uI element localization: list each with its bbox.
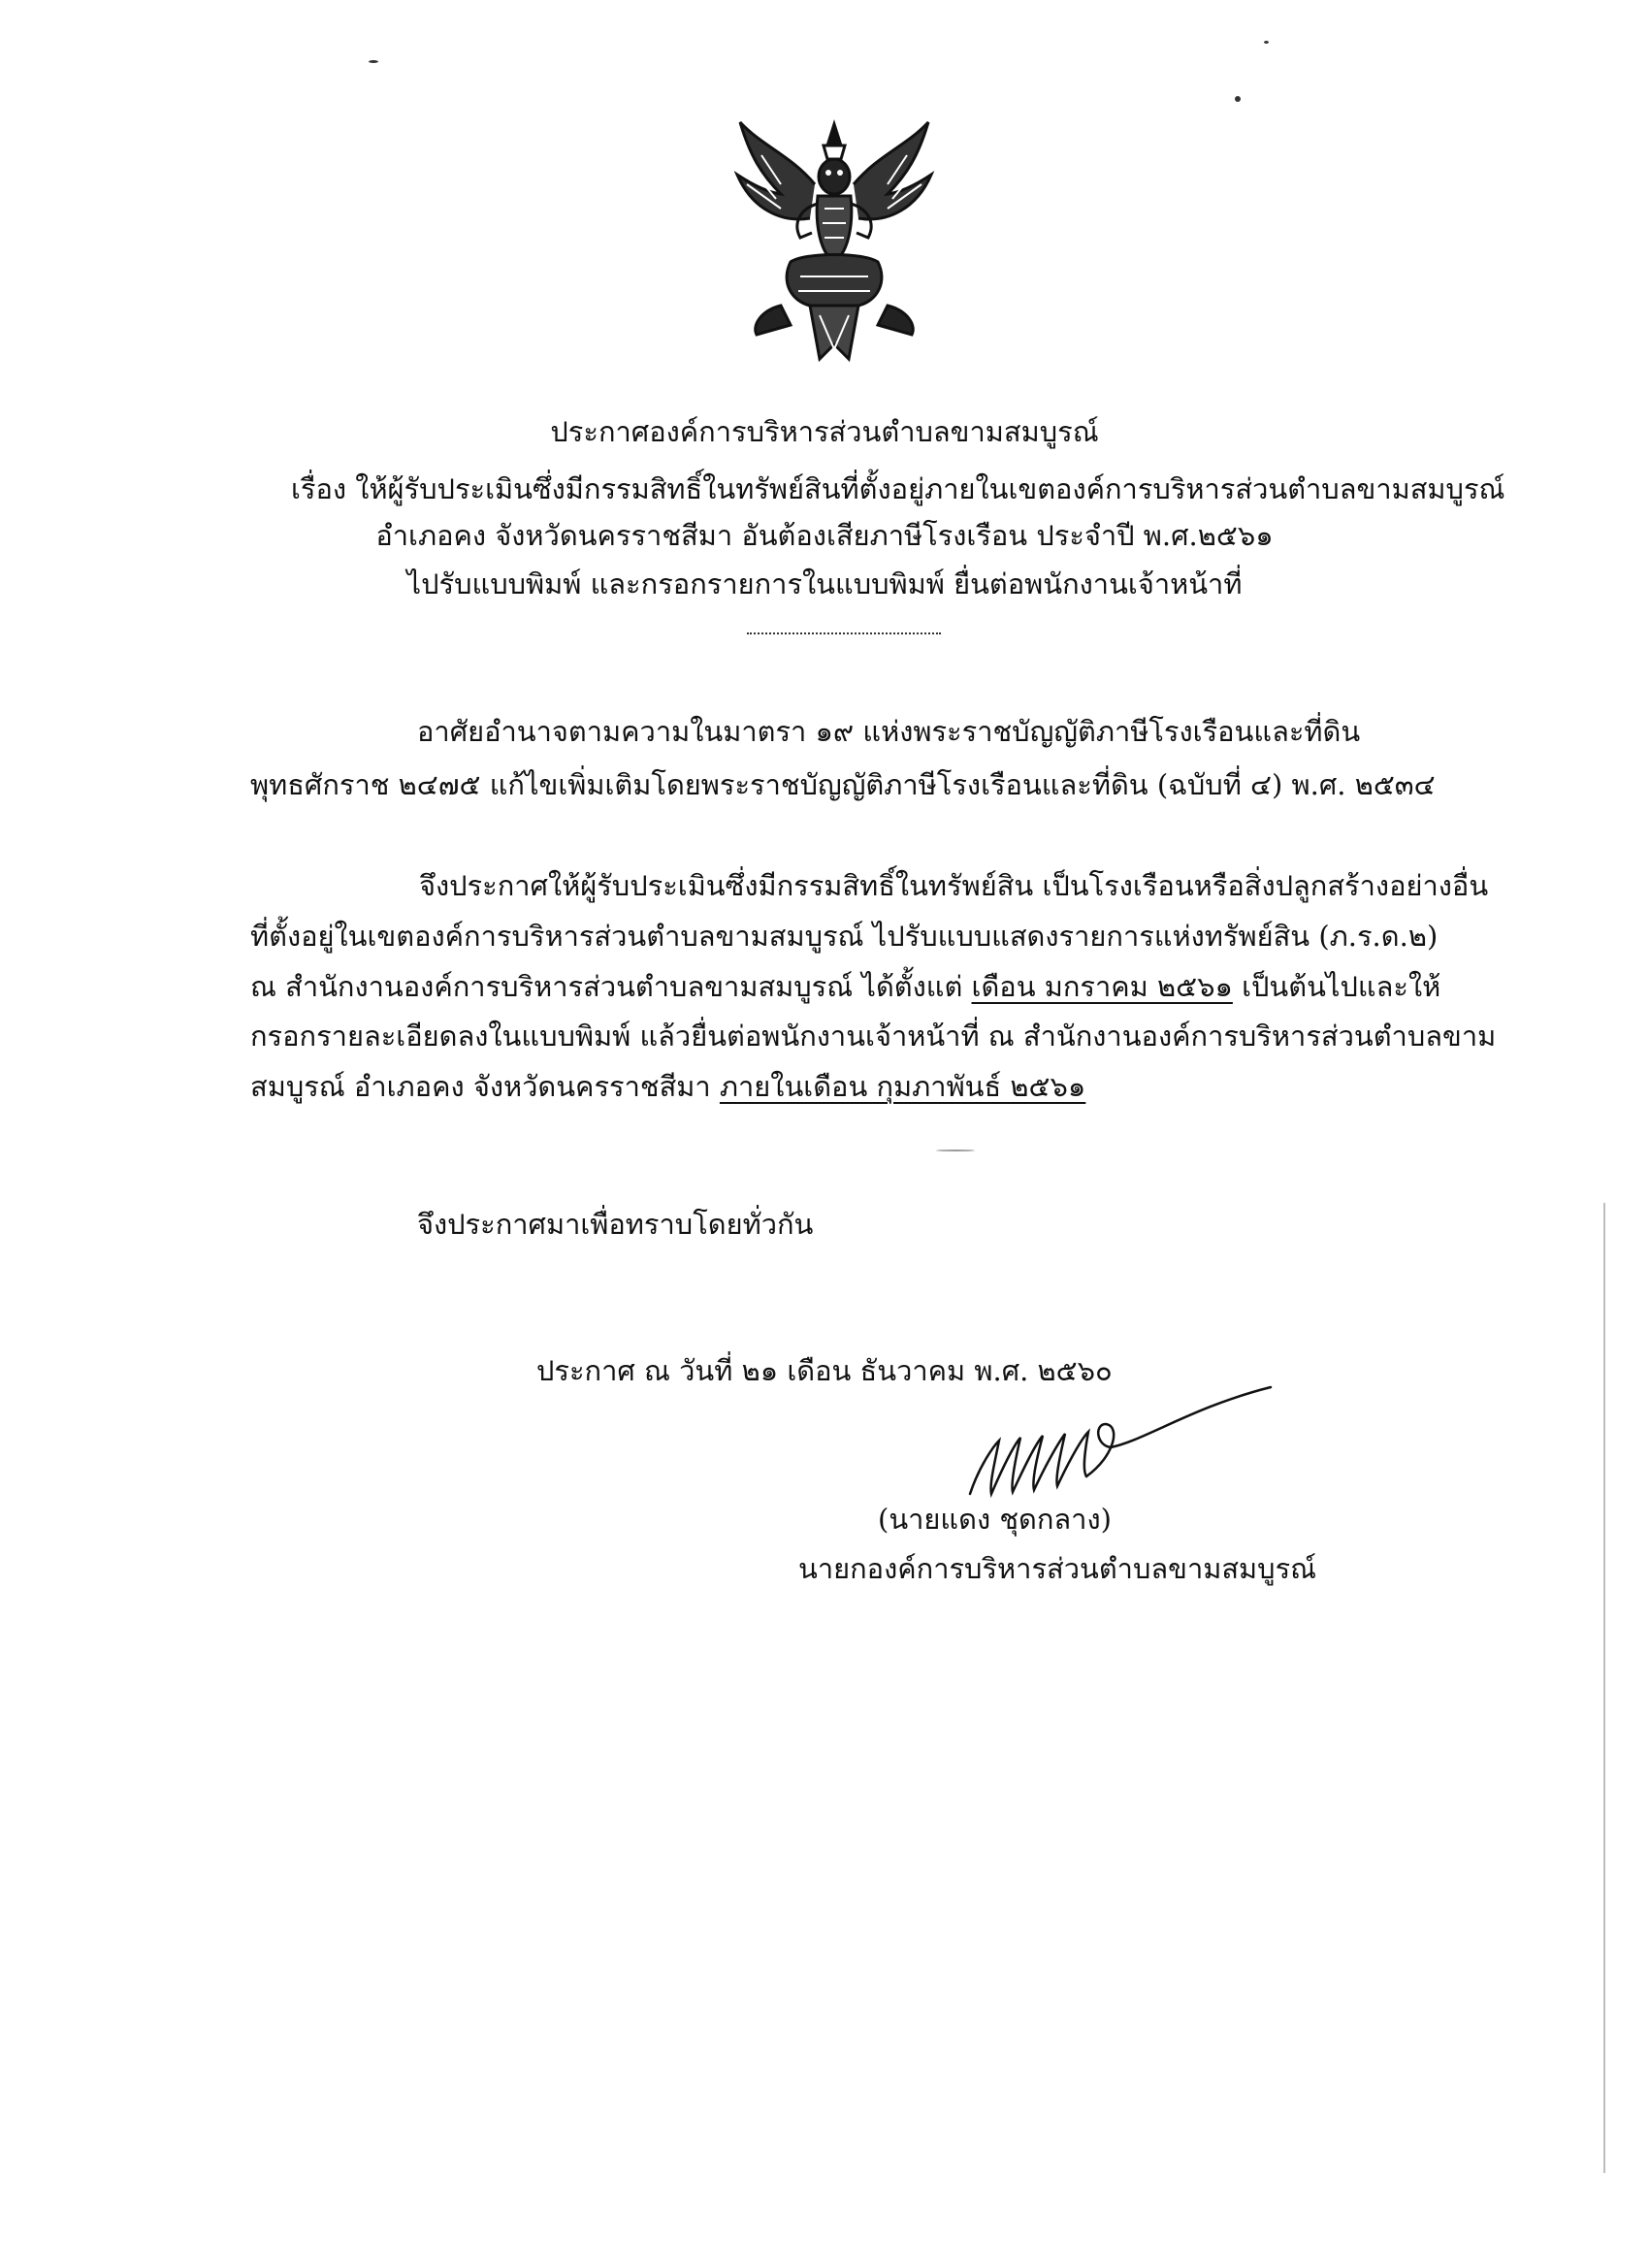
announcement-date: ประกาศ ณ วันที่ ๒๑ เดือน ธันวาคม พ.ศ. ๒๕๖๐: [536, 1354, 1113, 1387]
signer-name: (นายแดง ชุดกลาง): [878, 1503, 1112, 1536]
garuda-emblem-icon: [723, 116, 946, 369]
paragraph-2-line-4: กรอกรายละเอียดลงในแบบพิมพ์ แล้วยื่นต่อพนักงานเจ้าหน้าที่ ณ สำนักงานองค์การบริหารส่วนตำบลขาม: [250, 1020, 1497, 1053]
registration-start-date: เดือน มกราคม ๒๕๖๑: [971, 970, 1233, 1003]
scan-speck: [369, 60, 378, 63]
scan-speck: [1264, 41, 1269, 44]
scan-edge-line: [1603, 1203, 1605, 2173]
signer-title: นายกองค์การบริหารส่วนตำบลขามสมบูรณ์: [798, 1552, 1317, 1585]
dotted-separator: [747, 631, 941, 634]
subject-line-3: ไปรับแบบพิมพ์ และกรอกรายการในแบบพิมพ์ ยื่นต่อพนักงานเจ้าหน้าที่: [406, 567, 1243, 600]
paragraph-2-line-3: [250, 967, 1440, 1006]
paragraph-2-line-3-end: เป็นต้นไปและให้: [1232, 970, 1441, 1003]
subject-line-1: เรื่อง ให้ผู้รับประเมินซึ่งมีกรรมสิทธิ์ในทรัพย์สินที่ตั้งอยู่ภายในเขตองค์การบริหารส่วนตำบลขามสมบูรณ์: [291, 472, 1505, 505]
paragraph-2-line-5: [250, 1067, 1085, 1106]
paragraph-2-line-2: ที่ตั้งอยู่ในเขตองค์การบริหารส่วนตำบลขามสมบูรณ์ ไปรับแบบแสดงรายการแห่งทรัพย์สิน (ภ.ร.ด.๒): [250, 920, 1439, 953]
paragraph-3: จึงประกาศมาเพื่อทราบโดยทั่วกัน: [417, 1208, 814, 1241]
paragraph-2-line-3-start: ณ สำนักงานองค์การบริหารส่วนตำบลขามสมบูรณ์ ได้ตั้งแต่: [250, 970, 972, 1003]
announcement-title: ประกาศองค์การบริหารส่วนตำบลขามสมบูรณ์: [550, 415, 1099, 448]
paragraph-1-line-1: อาศัยอำนาจตามความในมาตรา ๑๙ แห่งพระราชบัญญัติภาษีโรงเรือนและที่ดิน: [417, 715, 1361, 748]
handwritten-signature: [951, 1348, 1280, 1513]
scan-speck: [1235, 96, 1241, 102]
submission-deadline: ภายในเดือน กุมภาพันธ์ ๒๕๖๑: [719, 1070, 1086, 1103]
scan-speck: [936, 1150, 975, 1151]
subject-line-2: อำเภอคง จังหวัดนครราชสีมา อันต้องเสียภาษีโรงเรือน ประจำปี พ.ศ.๒๕๖๑: [375, 519, 1274, 552]
paragraph-2-line-1: จึงประกาศให้ผู้รับประเมินซึ่งมีกรรมสิทธิ์ในทรัพย์สิน เป็นโรงเรือนหรือสิ่งปลูกสร้างอย่างอื่น: [419, 869, 1489, 902]
paragraph-1-line-2: พุทธศักราช ๒๔๗๕ แก้ไขเพิ่มเติมโดยพระราชบัญญัติภาษีโรงเรือนและที่ดิน (ฉบับที่ ๔) พ.ศ. ๒๕๓๔: [250, 768, 1436, 801]
paragraph-2-line-5-start: สมบูรณ์ อำเภอคง จังหวัดนครราชสีมา: [250, 1070, 720, 1103]
